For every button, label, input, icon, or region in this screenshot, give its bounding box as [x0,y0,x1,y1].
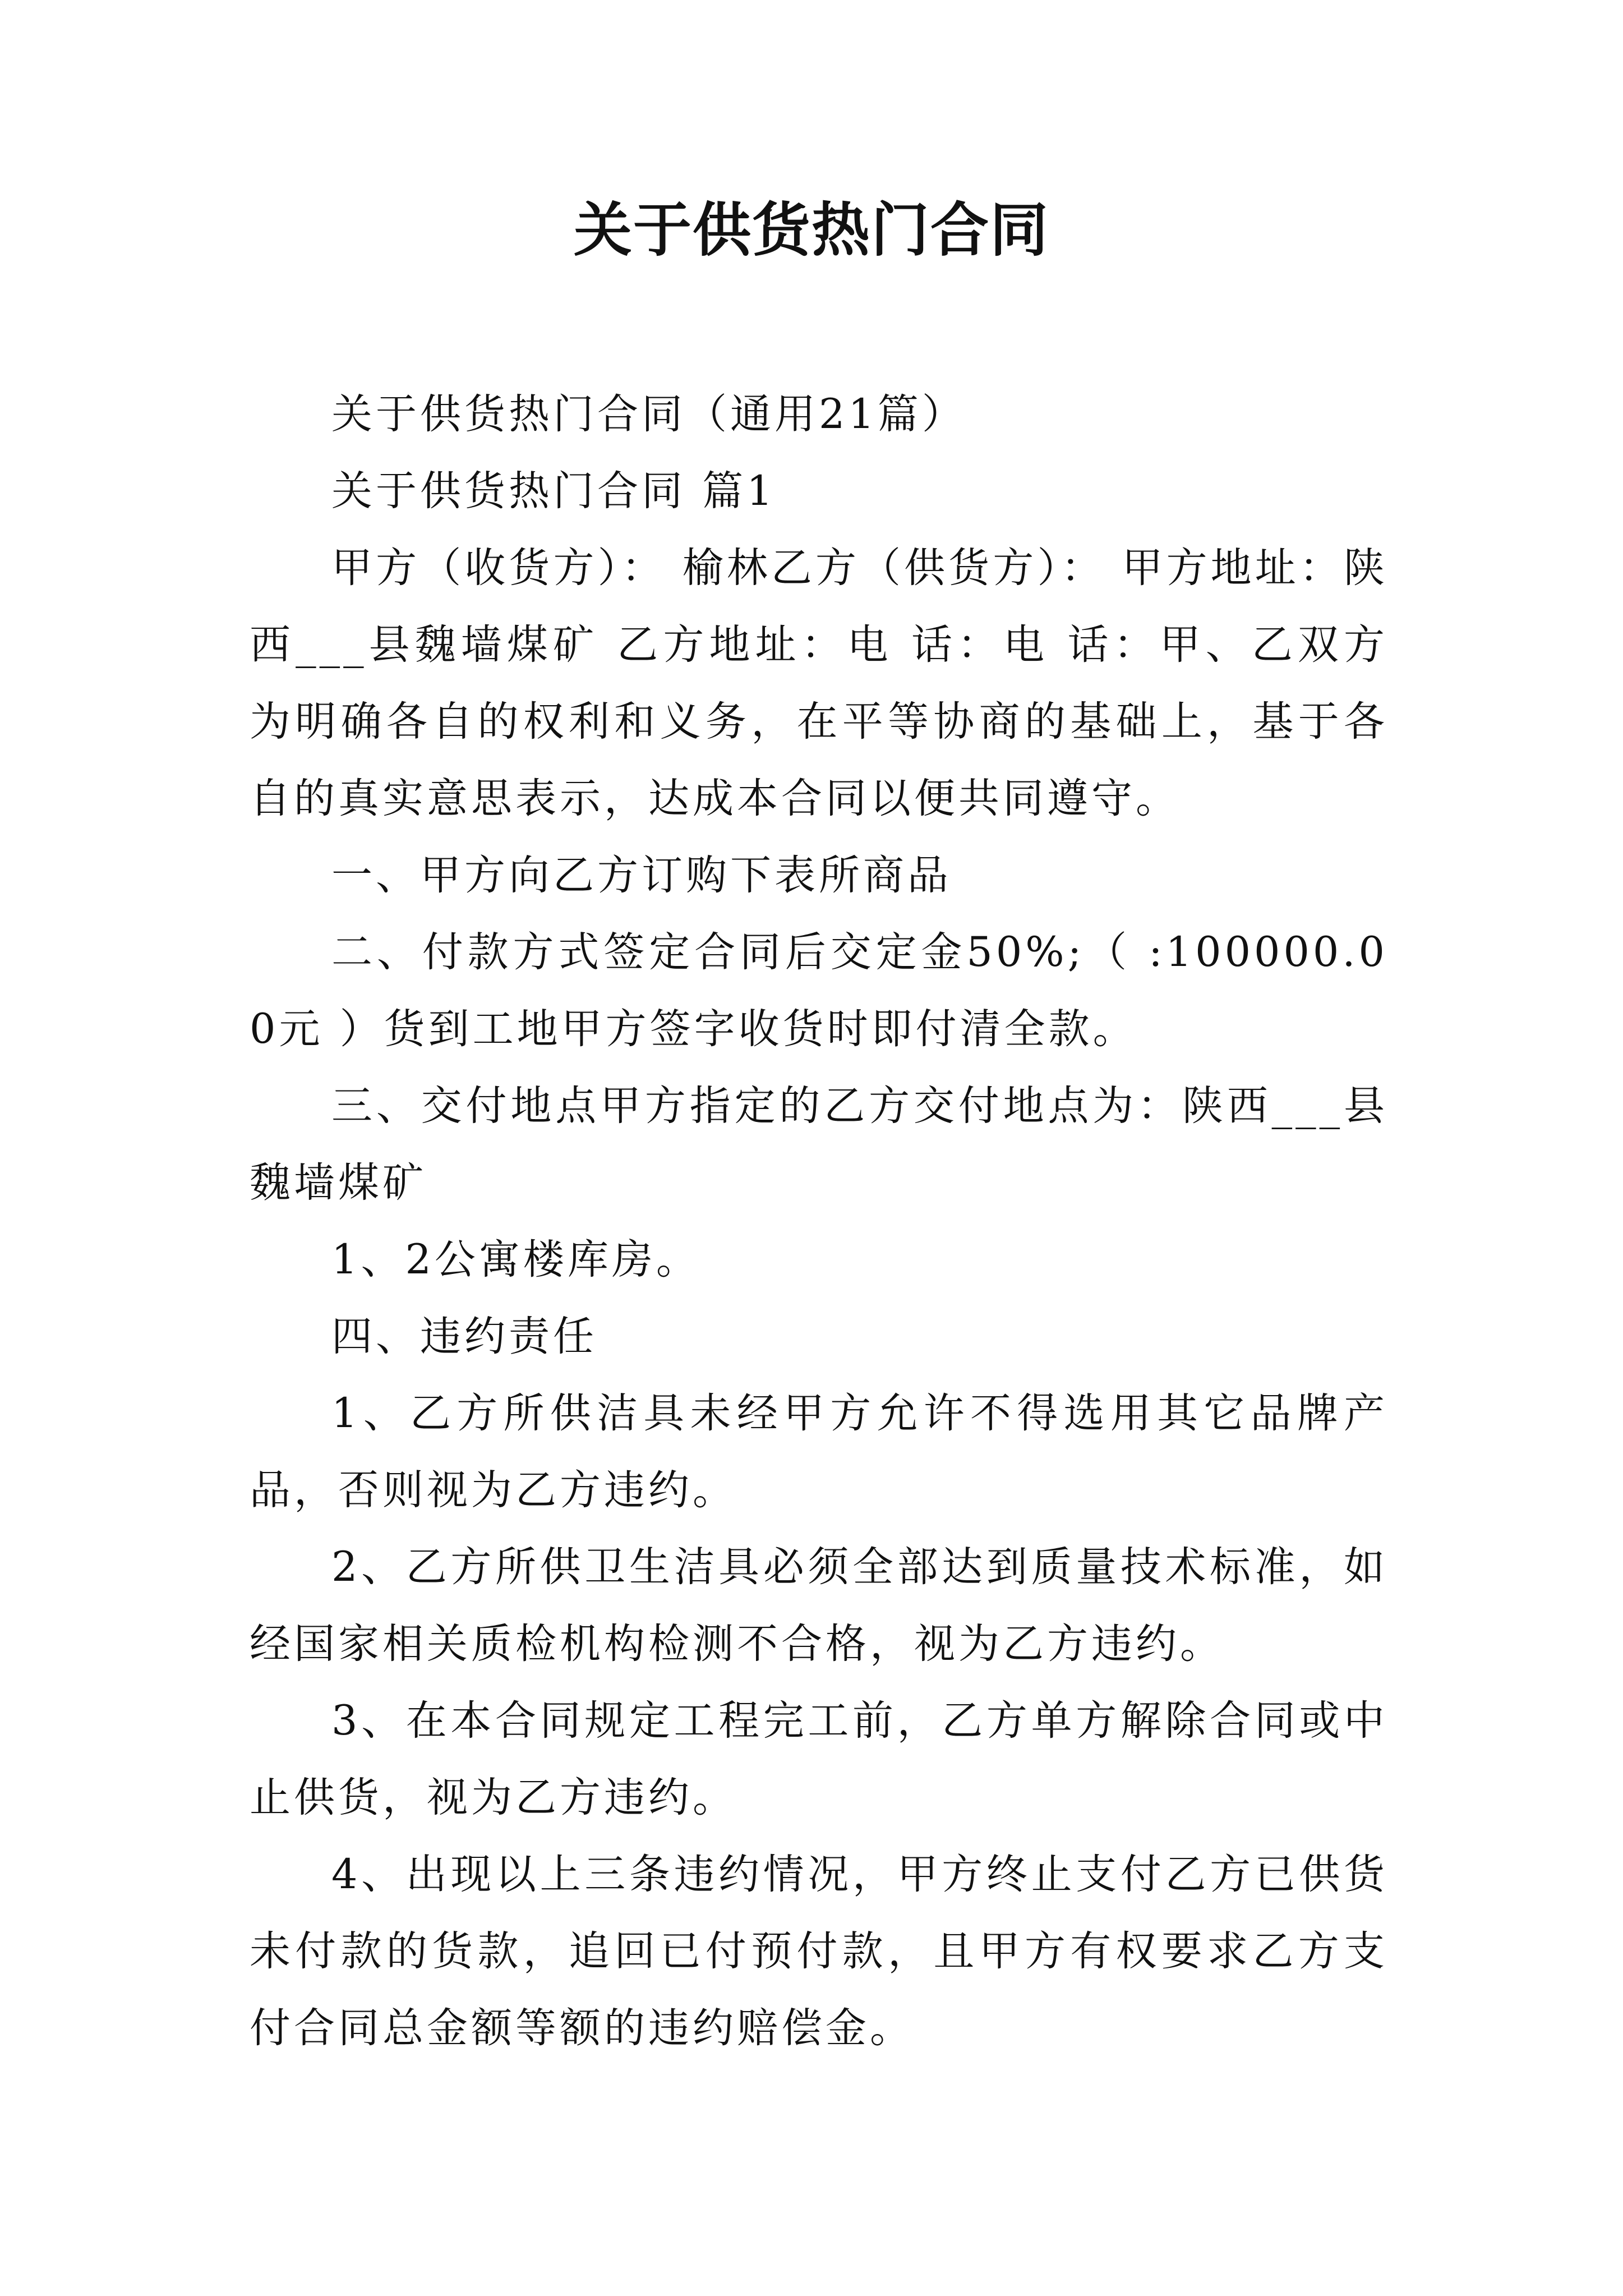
paragraph-clause-4-item-2: 2、乙方所供卫生洁具必须全部达到质量技术标准，如经国家相关质检机构检测不合格，视为乙方违约。 [250,1543,1388,1668]
paragraph-subtitle: 关于供货热门合同（通用21篇） [331,390,966,438]
paragraph-parties: 甲方（收货方）： 榆林乙方（供货方）： 甲方地址：陕西___县魏墙煤矿 乙方地址：电 话：电 话：甲、乙双方为明确各自的权利和义务，在平等协商的基础上，基于各自的真实意思表示，达成本合同以便共同遵守。 [250,544,1388,822]
paragraph-clause-2: 二、付款方式签定合同后交定金50%;（ :100000.00元 ）货到工地甲方签字收货时即付清全款。 [250,928,1388,1053]
paragraph-clause-3-cont: 1、2公寓楼库房。 [331,1236,700,1283]
paragraph-section-heading: 关于供货热门合同 篇1 [331,467,776,515]
paragraph-clause-4-item-4: 4、出现以上三条违约情况，甲方终止支付乙方已供货未付款的货款，追回已付预付款，且甲方有权要求乙方支付合同总金额等额的违约赔偿金。 [250,1851,1388,2052]
paragraph-clause-4-item-3: 3、在本合同规定工程完工前，乙方单方解除合同或中止供货，视为乙方违约。 [250,1697,1388,1821]
document-body [250,376,1388,2067]
paragraph-clause-1: 一、甲方向乙方订购下表所商品 [331,852,952,899]
paragraph-clause-3: 三、交付地点甲方指定的乙方交付地点为：陕西___县魏墙煤矿 [250,1082,1388,1207]
document-title: 关于供货热门合同 [573,195,1049,264]
paragraph-clause-4: 四、违约责任 [331,1313,597,1360]
paragraph-clause-4-item-1: 1、乙方所供洁具未经甲方允许不得选用其它品牌产品，否则视为乙方违约。 [250,1389,1388,1514]
